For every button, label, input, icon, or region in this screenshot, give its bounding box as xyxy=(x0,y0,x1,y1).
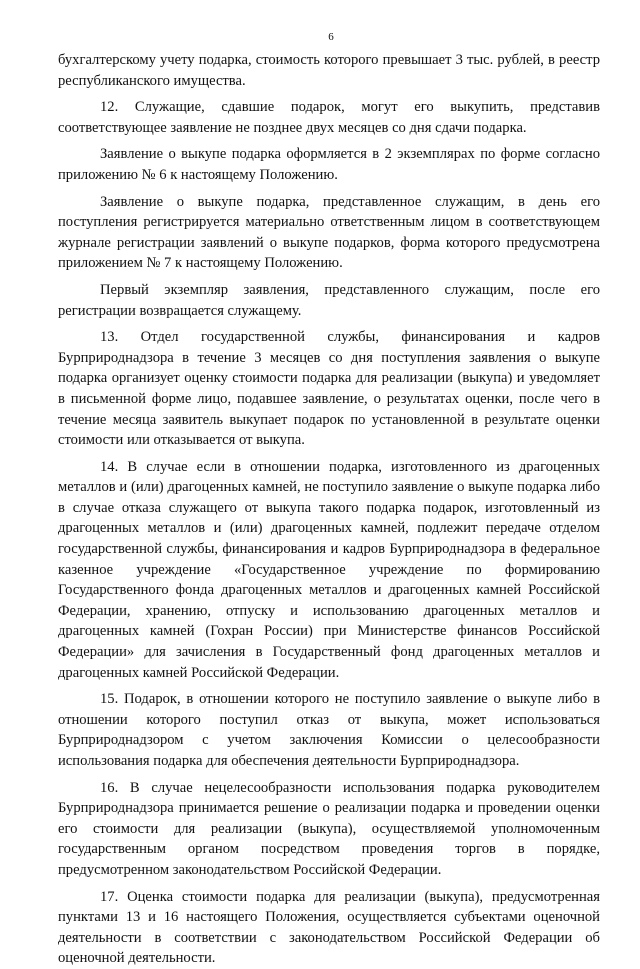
paragraph-item-16: 16. В случае нецелесообразности использования подарка руководителем Бурприроднадзора принимается решение о реализации подарка и проведении оценки его стоимости для реализации (выкупа), осуществляемой уполномоченным государственным органом посредством проведения торгов в порядке, предусмотренном законодательством Российской Федерации. xyxy=(58,779,600,878)
paragraph-continuation: бухгалтерскому учету подарка, стоимость которого превышает 3 тыс. рублей, в реестр республиканского имущества. xyxy=(58,52,600,89)
document-body xyxy=(58,50,600,969)
paragraph-item-14: 14. В случае если в отношении подарка, изготовленного из драгоценных металлов и (или) драгоценных камней, не поступило заявление о выкупе подарка либо в случае отказа служащего от выкупа такого подарка подарок, изготовленный из драгоценных металлов и (или) драгоценных камней, подлежит передаче отделом государственной службы, финансирования и кадров Бурприроднадзора в федеральное казенное учреждение «Государственное учреждение по формированию Государственного фонда драгоценных металлов и драгоценных камней Российской Федерации, хранению, отпуску и использованию драгоценных металлов и драгоценных камней (Гохран России) при Министерстве финансов Российской Федерации» для зачисления в Государственный фонд драгоценных металлов и драгоценных камней Российской Федерации. xyxy=(58,458,600,681)
paragraph-first-copy-return: Первый экземпляр заявления, представленного служащим, после его регистрации возвращается служащему. xyxy=(58,281,600,319)
paragraph-item-15: 15. Подарок, в отношении которого не поступило заявление о выкупе либо в отношении которого поступил отказ от выкупа, может использоваться Бурприроднадзором с учетом заключения Комиссии о целесообразности использования подарка для обеспечения деятельности Бурприроднадзора. xyxy=(58,691,600,769)
paragraph-item-12: 12. Служащие, сдавшие подарок, могут его выкупить, представив соответствующее заявление не позднее двух месяцев со дня сдачи подарка. xyxy=(58,99,600,136)
paragraph-item-17: 17. Оценка стоимости подарка для реализации (выкупа), предусмотренная пунктами 13 и 16 настоящего Положения, осуществляется субъектами оценочной деятельности в соответствии с законодательством Российской Федерации об оценочной деятельности. xyxy=(58,888,600,967)
paragraph-item-13: 13. Отдел государственной службы, финансирования и кадров Бурприроднадзора в течение 3 месяцев со дня поступления заявления о выкупе подарка организует оценку стоимости подарка для реализации (выкупа) и уведомляет в письменной форме лицо, подавшее заявление, о результатах оценки, после чего в течение месяца заявитель выкупает подарок по установленной в результате оценки стоимости или отказывается от выкупа. xyxy=(58,329,600,449)
page-number: 6 xyxy=(328,31,334,43)
paragraph-application-copies: Заявление о выкупе подарка оформляется в 2 экземплярах по форме согласно приложению № 6 к настоящему Положению. xyxy=(58,146,600,183)
paragraph-application-registration: Заявление о выкупе подарка, представленное служащим, в день его поступления регистрируется материально ответственным лицом в соответствующем журнале регистрации заявлений о выкупе подарков, форма которого предусмотрена приложением № 7 к настоящему Положению. xyxy=(58,193,600,272)
